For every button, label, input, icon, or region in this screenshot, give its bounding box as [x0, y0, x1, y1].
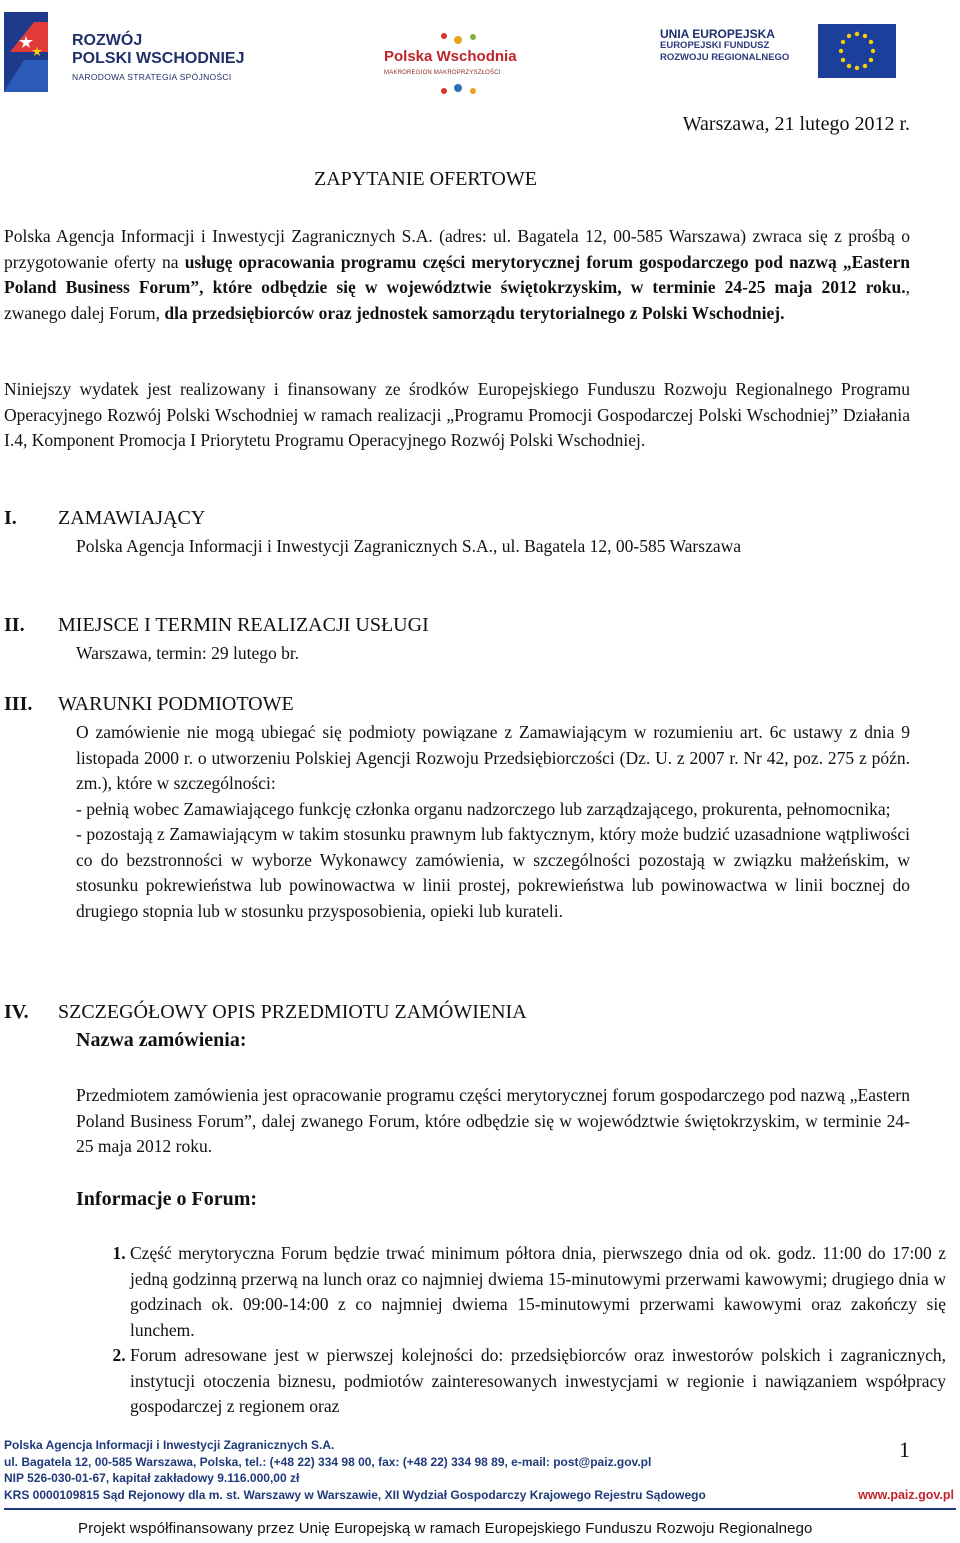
section-2-body: Warszawa, termin: 29 lutego br. [76, 643, 300, 663]
forum-info-list [94, 1241, 946, 1420]
section-3-condition-1: - pełnią wobec Zamawiającego funkcję członka organu nadzorczego lub zarządzającego, prokurenta, pełnomocnika; [76, 798, 891, 819]
intro-paragraph [4, 224, 910, 326]
rozwoj-polski-wschodniej-logo [4, 12, 284, 94]
footer-divider [4, 1508, 956, 1510]
section-3-title: WARUNKI PODMIOTOWE [58, 693, 294, 715]
eu-line3: ROZWOJU REGIONALNEGO [660, 52, 790, 63]
forum-info-item-1: 1. Część merytoryczna Forum będzie trwać minimum półtora dnia, pierwszego dnia od ok. godz. 11:00 do 17:00 z jedną godzinną przerwą na lunch oraz co najmniej dwiema 15-minutowymi przerwami kawowymi; drugiego dnia w godzinach ok. 09:00-14:00 z co najmniej dwiema 15-minutowymi przerwami kawowymi oraz zakończy się lunchem. [130, 1241, 946, 1343]
section-2-heading [4, 614, 429, 637]
intro-text-2: , zwanego dalej Forum, [4, 277, 910, 323]
page-number: 1 [899, 1437, 910, 1462]
section-4-heading [4, 1001, 527, 1024]
section-1-body: Polska Agencja Informacji i Inwestycji Zagranicznych S.A., ul. Bagatela 12, 00-585 Warszawa [76, 536, 742, 556]
intro-bold-2: dla przedsiębiorców oraz jednostek samorządu terytorialnego z Polski Wschodniej. [164, 302, 785, 323]
cofunding-note: Projekt współfinansowany przez Unię Europejską w ramach Europejskiego Funduszu Rozwoju Regionalnego [78, 1520, 813, 1537]
section-1-number: I. [4, 507, 17, 529]
rpw-line1: ROZWÓJ [72, 32, 143, 49]
intro-text-1: Polska Agencja Informacji i Inwestycji Zagranicznych S.A. (adres: ul. Bagatela 12, 00-585 Warszawa) zwraca się z prośbą o przygotowanie oferty na [4, 226, 910, 272]
footer-krs: KRS 0000109815 Sąd Rejonowy dla m. st. Warszawy w Warszawie, XII Wydział Gospodarczy Krajowego Rejestru Sądowego [4, 1487, 706, 1502]
section-3-heading [4, 693, 294, 716]
section-3-condition-2: - pozostają z Zamawiającym w takim stosunku prawnym lub faktycznym, który może budzić uzasadnione wątpliwości co do bezstronności w wyborze Wykonawcy zamówienia, w szczególności pozostają w związku małżeńskim, w stosunku pokrewieństwa lub powinowactwa w linii prostej, pokrewieństwa lub powinowactwa w linii bocznej do drugiego stopnia lub w stosunku przysposobienia, opieki lub kurateli. [76, 824, 910, 921]
website-link[interactable]: www.paiz.gov.pl [858, 1488, 954, 1502]
section-3-number: III. [4, 693, 33, 715]
company-footer [4, 1437, 706, 1503]
pw-title: Polska Wschodnia [384, 48, 517, 65]
footer-address: ul. Bagatela 12, 00-585 Warszawa, Polska, tel.: (+48 22) 334 98 00, fax: (+48 22) 334 98 89, e-mail: post@paiz.gov.pl [4, 1454, 652, 1469]
eu-logo [660, 24, 896, 82]
section-1-title: ZAMAWIAJĄCY [58, 507, 206, 529]
section-2-number: II. [4, 614, 25, 636]
eu-line2: EUROPEJSKI FUNDUSZ [660, 40, 770, 51]
document-date: Warszawa, 21 lutego 2012 r. [682, 113, 910, 135]
order-name-heading: Nazwa zamówienia: [76, 1029, 247, 1051]
eu-line1: UNIA EUROPEJSKA [660, 27, 775, 41]
rpw-subtitle: NARODOWA STRATEGIA SPÓJNOŚCI [72, 72, 232, 82]
polska-wschodnia-logo [378, 28, 528, 98]
footer-nip: NIP 526-030-01-67, kapitał zakładowy 9.116.000,00 zł [4, 1471, 300, 1485]
forum-info-heading: Informacje o Forum: [76, 1188, 258, 1210]
section-4-title: SZCZEGÓŁOWY OPIS PRZEDMIOTU ZAMÓWIENIA [58, 1001, 527, 1023]
footer-company-name: Polska Agencja Informacji i Inwestycji Zagranicznych S.A. [4, 1438, 335, 1452]
logo-bar [0, 0, 960, 100]
section-3-intro: O zamówienie nie mogą ubiegać się podmioty powiązane z Zamawiającym w rozumieniu art. 6c ustawy z dnia 9 listopada 2000 r. o utworzeniu Polskiej Agencji Rozwoju Przedsiębiorczości (Dz. U. z 2007 r. Nr 42, poz. 275 z późn. zm.), które w szczególności: [76, 722, 910, 793]
pw-subtitle: MAKROREGION MAKROPRZYSZŁOŚCI [384, 70, 501, 76]
rpw-line2: POLSKI WSCHODNIEJ [72, 50, 245, 67]
funding-paragraph: Niniejszy wydatek jest realizowany i finansowany ze środków Europejskiego Funduszu Rozwoju Regionalnego Programu Operacyjnego Rozwój Polski Wschodniej w ramach realizacji „Programu Promocji Gospodarczej Polski Wschodniej” Działania I.4, Komponent Promocja I Priorytetu Programu Operacyjnego Rozwój Polski Wschodniej. [4, 379, 910, 450]
section-4-number: IV. [4, 1001, 29, 1023]
section-3-body [76, 720, 910, 924]
section-1-heading [4, 507, 205, 530]
forum-info-item-2: 2. Forum adresowane jest w pierwszej kolejności do: przedsiębiorców oraz inwestorów polskich i zagranicznych, instytucji otoczenia biznesu, podmiotów zainteresowanych inwestycjami w regionie i nawiązaniem współpracy gospodarczej z regionem oraz [130, 1343, 946, 1420]
intro-bold-1: usługę opracowania programu części merytorycznej forum gospodarczego pod nazwą „Eastern Poland Business Forum”, które odbędzie się w województwie świętokrzyskim, w terminie 24-25 maja 2012 roku. [4, 251, 911, 297]
order-name-body: Przedmiotem zamówienia jest opracowanie programu części merytorycznej forum gospodarczego pod nazwą „Eastern Poland Business Forum”, dalej zwanego Forum, które odbędzie się w województwie świętokrzyskim, w terminie 24-25 maja 2012 roku. [76, 1085, 910, 1156]
eu-flag-icon [818, 24, 896, 78]
section-2-title: MIEJSCE I TERMIN REALIZACJI USŁUGI [58, 614, 429, 636]
document-title: ZAPYTANIE OFERTOWE [314, 168, 537, 190]
